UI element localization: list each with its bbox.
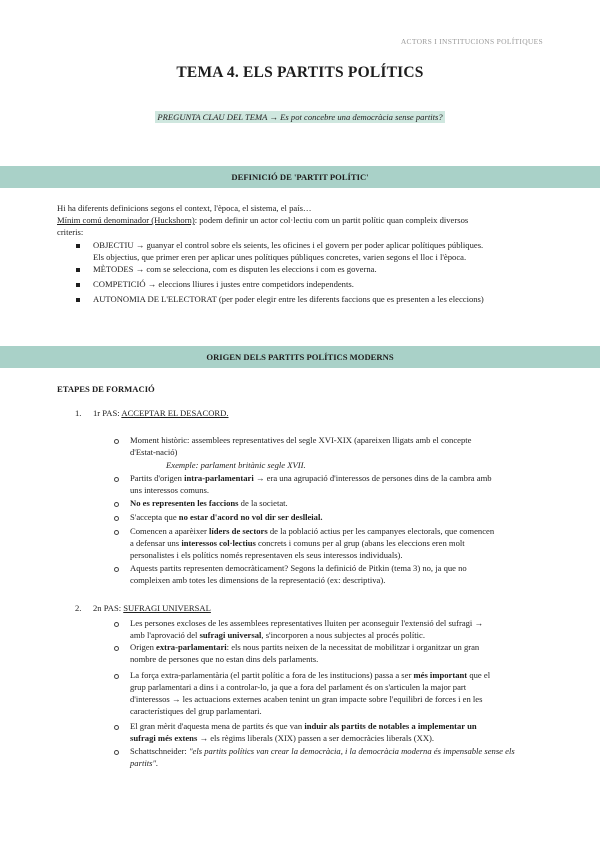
criterion-competition: COMPETICIÓ → eleccions lliures i justes entre competidors independents. xyxy=(93,279,354,289)
step1-leaders-cont2: personalistes i els polítics només representaven els seus interessos individuals). xyxy=(130,550,403,560)
step2-extra-parliamentary: Origen extra-parlamentari: els nous partits neixen de la necessitat de mobilitzar i organitzar un gran xyxy=(130,642,480,652)
step1-disagreement: S'accepta que no estar d'acord no vol dir ser deslleial. xyxy=(130,512,323,522)
step1-intra-parliamentary: Partits d'origen intra-parlamentari → era una agrupació d'interessos de persones dins de la cambra amb xyxy=(130,473,492,483)
bullet-circle xyxy=(114,477,119,482)
bullet-circle xyxy=(114,674,119,679)
step2-schattschneider: Schattschneider: "els partits polítics van crear la democràcia, i la democràcia moderna és impensable sense els xyxy=(130,746,515,756)
bullet-square xyxy=(76,244,80,248)
step2-force-cont2: d'interessos → les actuacions externes acaben tenint un gran impacte sobre l'equilibri de forces i en les xyxy=(130,694,483,704)
definition-intro: Hi ha diferents definicions segons el context, l'època, el sistema, el país… xyxy=(57,203,312,213)
step2-force: La força extra-parlamentària (el partit polític a fora de les institucions) passa a ser més important que el xyxy=(130,670,491,680)
bullet-square xyxy=(76,268,80,272)
bullet-circle xyxy=(114,646,119,651)
step2-name: SUFRAGI UNIVERSAL xyxy=(123,603,211,613)
step1-representation-cont: compleixen amb totes les dimensions de la representació (ex: descriptiva). xyxy=(130,575,386,585)
bullet-circle xyxy=(114,725,119,730)
criterion-objective-cont: Els objectius, que primer eren per aplicar unes polítiques públiques concretes, varien segons el lloc i l'època. xyxy=(93,252,467,262)
criterion-objective: OBJECTIU → guanyar el control sobre els seients, les oficines i el govern per poder aplicar polítiques públiques. xyxy=(93,240,484,250)
criterion-methods: MÈTODES → com se selecciona, com es disputen les eleccions i com es governa. xyxy=(93,264,377,274)
step1-title xyxy=(93,408,229,420)
bullet-circle xyxy=(114,502,119,507)
key-question-text: PREGUNTA CLAU DEL TEMA → Es pot concebre una democràcia sense partits? xyxy=(157,112,443,122)
bullet-square xyxy=(76,298,80,302)
minimum-rest: : podem definir un actor col·lectiu com un partit polític quan compleix diversos xyxy=(194,215,469,225)
step1-prefix: 1r PAS: xyxy=(93,408,122,418)
step2-extra-parliamentary-cont: nombre de persones que no estan dins dels parlaments. xyxy=(130,654,319,664)
running-header: ACTORS I INSTITUCIONS POLÍTIQUES xyxy=(400,37,543,46)
criteria-word: criteris: xyxy=(57,227,84,237)
step1-representation: Aquests partits representen democràticament? Segons la definició de Pitkin (tema 3) no, ja que no xyxy=(130,563,467,573)
minimum-denominator xyxy=(57,215,547,227)
key-question xyxy=(0,112,600,122)
bullet-circle xyxy=(114,567,119,572)
step1-historical-moment-cont: d'Estat-nació) xyxy=(130,447,178,457)
step2-merit-cont: sufragi més extens → els règims liberals (XIX) passen a ser democràcies liberals (XX). xyxy=(130,733,435,743)
bullet-circle xyxy=(114,622,119,627)
step2-title xyxy=(93,603,211,615)
step1-historical-moment: Moment històric: assemblees representatives del segle XVI-XIX (apareixen lligats amb el concepte xyxy=(130,435,472,445)
step2-schattschneider-cont: partits". xyxy=(130,758,159,768)
page-title: TEMA 4. ELS PARTITS POLÍTICS xyxy=(176,64,424,81)
step1-number: 1. xyxy=(75,408,82,418)
bullet-circle xyxy=(114,439,119,444)
section-heading-definition: DEFINICIÓ DE 'PARTIT POLÍTIC' xyxy=(0,166,600,188)
criterion-autonomy: AUTONOMIA DE L'ELECTORAT (per poder elegir entre les diferents faccions que es presenten a les eleccions) xyxy=(93,294,484,304)
bullet-circle xyxy=(114,516,119,521)
step1-name: ACCEPTAR EL DESACORD. xyxy=(121,408,229,418)
step2-excluded-cont: amb l'aprovació del sufragi universal, s'incorporen a nous subjectes al procés polític. xyxy=(130,630,425,640)
step1-factions: No es representen les faccions de la societat. xyxy=(130,498,288,508)
step2-number: 2. xyxy=(75,603,82,613)
step2-excluded: Les persones excloses de les assemblees representatives lluiten per aconseguir l'extensió del sufragi → xyxy=(130,618,484,628)
step1-intra-parliamentary-cont: uns interessos comuns. xyxy=(130,485,210,495)
step2-merit: El gran mèrit d'aquesta mena de partits és que van induir als partits de notables a implementar un xyxy=(130,721,477,731)
step2-force-cont3: característiques del grup parlamentari. xyxy=(130,706,262,716)
intra-parliamentary-term: intra-parlamentari xyxy=(184,473,254,483)
step1-leaders: Comencen a aparèixer líders de sectors de la població actius per les campanyes electorals, que comencen xyxy=(130,526,495,536)
step2-force-cont: grup parlamentari a dins i a controlar-lo, ja que a fora del parlament és on s'articulen la major part xyxy=(130,682,467,692)
stages-subheading: ETAPES DE FORMACIÓ xyxy=(57,384,155,394)
bullet-square xyxy=(76,283,80,287)
bullet-circle xyxy=(114,530,119,535)
bullet-circle xyxy=(114,750,119,755)
minimum-label: Mínim comú denominador (Huckshorn) xyxy=(57,215,195,225)
step2-prefix: 2n PAS: xyxy=(93,603,124,613)
step1-example: Exemple: parlament britànic segle XVII. xyxy=(166,460,306,470)
section-heading-origin: ORIGEN DELS PARTITS POLÍTICS MODERNS xyxy=(0,346,600,368)
step1-leaders-cont: a defensar uns interessos col·lectius concrets i comuns per al grup (abans les eleccions eren molt xyxy=(130,538,465,548)
